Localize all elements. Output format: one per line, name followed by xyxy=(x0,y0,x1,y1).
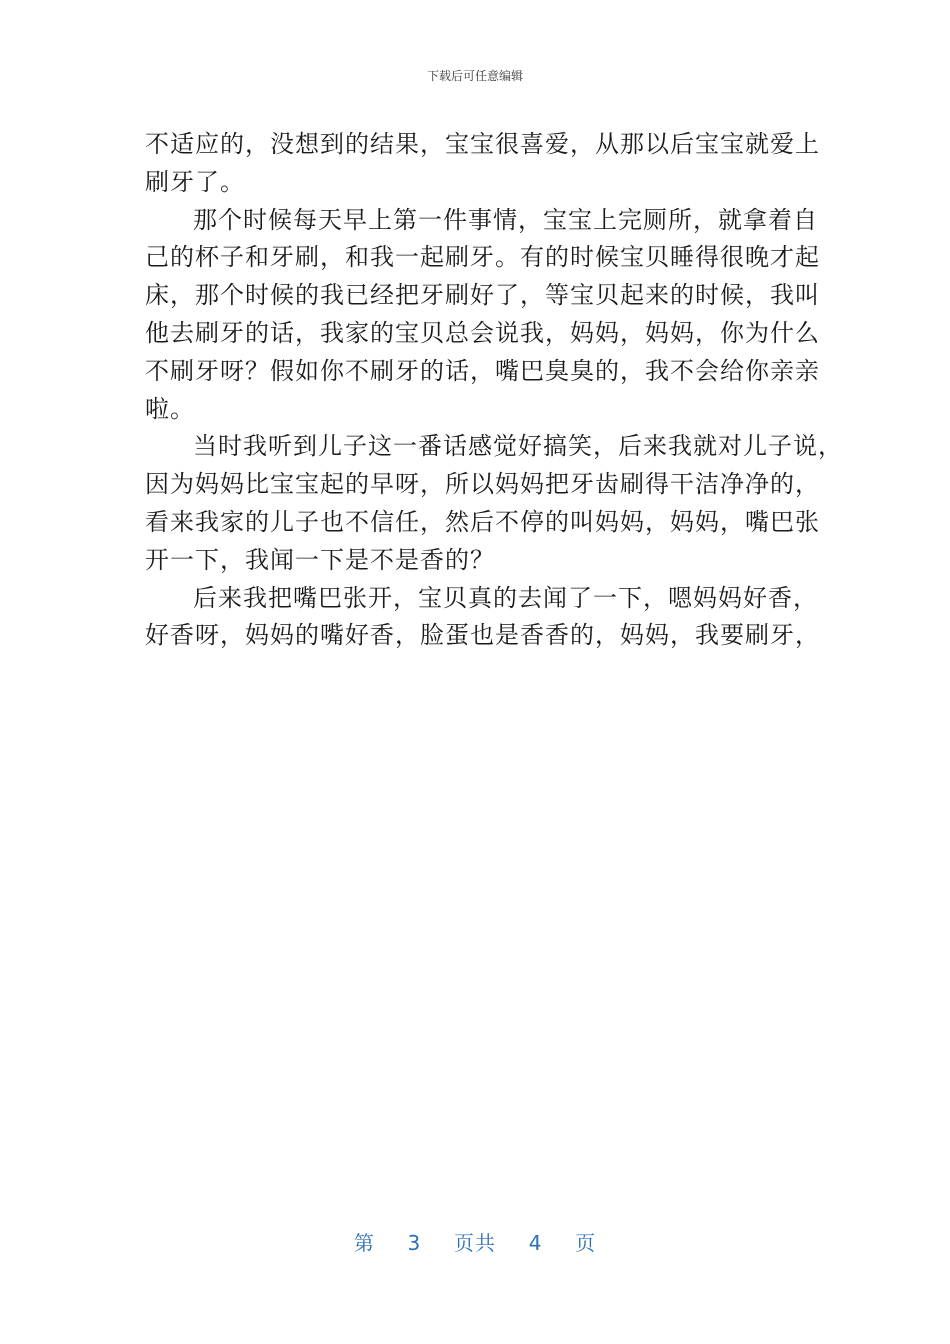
text-line: 那个时候每天早上第一件事情，宝宝上完厕所，就拿着自 xyxy=(193,205,818,234)
text-line: 看来我家的儿子也不信任，然后不停的叫妈妈，妈妈，嘴巴张 xyxy=(145,507,820,536)
page-footer xyxy=(0,1227,950,1256)
text-line: 后来我把嘴巴张开，宝贝真的去闻了一下，嗯妈妈好香， xyxy=(193,583,818,612)
text-line: 开一下，我闻一下是不是香的？ xyxy=(145,545,495,574)
text-line: 啦。 xyxy=(145,394,195,423)
page-number: 3 xyxy=(407,1231,422,1255)
page-mid: 页共 xyxy=(454,1231,496,1255)
text-line: 不刷牙呀？假如你不刷牙的话，嘴巴臭臭的，我不会给你亲亲 xyxy=(145,356,820,385)
document-body xyxy=(145,126,843,655)
page-prefix: 第 xyxy=(353,1231,375,1255)
text-line: 因为妈妈比宝宝起的早呀，所以妈妈把牙齿刷得干洁净净的， xyxy=(145,470,820,499)
page-header: 下载后可任意编辑 xyxy=(426,69,523,83)
text-line: 床，那个时候的我已经把牙刷好了，等宝贝起来的时候，我叫 xyxy=(145,281,820,310)
text-line: 不适应的，没想到的结果，宝宝很喜爱，从那以后宝宝就爱上 xyxy=(145,130,820,158)
text-line: 己的杯子和牙刷，和我一起刷牙。有的时候宝贝睡得很晚才起 xyxy=(145,243,820,272)
text-line: 当时我听到儿子这一番话感觉好搞笑，后来我就对儿子说， xyxy=(193,432,843,461)
text-line: 他去刷牙的话，我家的宝贝总会说我，妈妈，妈妈，你为什么 xyxy=(145,318,820,347)
text-line: 刷牙了。 xyxy=(145,167,245,196)
page-suffix: 页 xyxy=(575,1231,597,1255)
page-total: 4 xyxy=(528,1231,543,1255)
text-line: 好香呀，妈妈的嘴好香，脸蛋也是香香的，妈妈，我要刷牙， xyxy=(145,621,820,650)
